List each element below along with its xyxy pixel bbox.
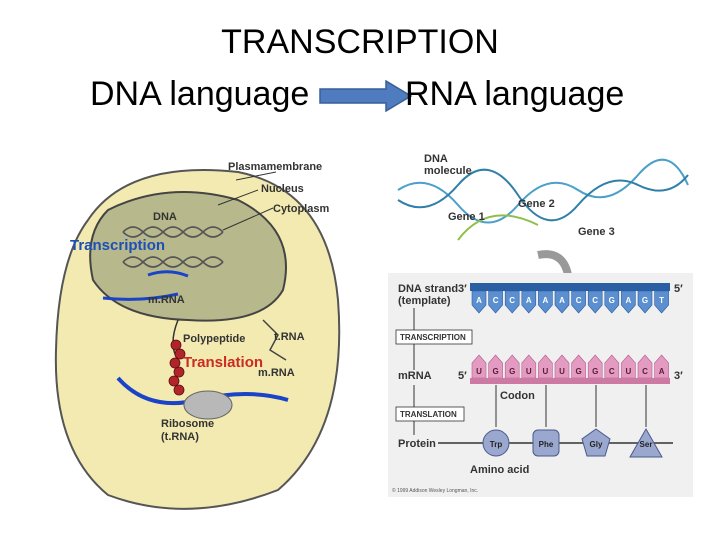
dna-base-letter: C <box>592 296 599 305</box>
dna-base-letter: A <box>625 296 632 305</box>
dna-molecule-label-2: molecule <box>424 165 472 177</box>
transcription-label: Transcription <box>70 237 166 254</box>
mrna-label: mRNA <box>398 370 432 382</box>
dna-template-label: (template) <box>398 295 451 307</box>
cytoplasm-label: Cytoplasm <box>273 203 330 215</box>
dna-label: DNA <box>153 211 177 223</box>
mrna-base-letter: G <box>592 367 599 376</box>
mrna-base-letter: G <box>575 367 582 376</box>
ribosome-shape <box>184 391 232 419</box>
gene1-label: Gene 1 <box>448 211 485 223</box>
transcription-box-label: TRANSCRIPTION <box>400 333 466 342</box>
dna-base-letter: A <box>476 296 482 305</box>
dna-base-letter: G <box>608 296 615 305</box>
amino-acid-name: Ser <box>639 440 653 449</box>
dna-base-letter: A <box>542 296 549 305</box>
trna-label: t.RNA <box>274 331 305 343</box>
protein-label: Protein <box>398 438 436 450</box>
slide-title: TRANSCRIPTION <box>221 23 499 61</box>
mrna-base-letter: C <box>608 367 615 376</box>
right-arrow-icon <box>318 80 413 112</box>
ribosome-trna-label: (t.RNA) <box>161 431 199 443</box>
dna-base-letter: C <box>509 296 516 305</box>
dna-base-letter: T <box>659 296 665 305</box>
prime5-top: 5′ <box>674 283 683 295</box>
nucleus-label: Nucleus <box>261 183 304 195</box>
gene2-label: Gene 2 <box>518 198 555 210</box>
prime3-top: 3′ <box>458 283 467 295</box>
mrna-base-letter: C <box>642 367 648 376</box>
gene-diagram <box>388 145 693 497</box>
mrna-base-letter: U <box>559 367 565 376</box>
mrna-base-letter: A <box>658 367 665 376</box>
codon-label: Codon <box>500 390 535 402</box>
nucleus-shape <box>90 192 286 321</box>
dna-molecule-label: DNA <box>424 153 448 165</box>
gene3-label: Gene 3 <box>578 226 615 238</box>
mrna-base-letter: G <box>492 367 499 376</box>
prime5-mid: 5′ <box>458 370 467 382</box>
dna-base-letter: G <box>641 296 649 305</box>
prime3-mid: 3′ <box>674 370 683 382</box>
mrna-base-letter: U <box>525 367 532 376</box>
translation-label: Translation <box>183 354 264 371</box>
dna-base-letter: C <box>575 296 582 305</box>
dna-base-letter: A <box>559 296 565 305</box>
amino-acid-label: Amino acid <box>470 464 530 476</box>
mrna-nucleus-label: m.RNA <box>148 294 185 306</box>
amino-acid-name: Phe <box>538 440 554 449</box>
mrna-base-letter: U <box>476 367 482 376</box>
ribosome-label: Ribosome <box>161 418 215 430</box>
cell-diagram <box>48 150 348 518</box>
dna-strand-label: DNA strand <box>398 283 459 295</box>
mrna-base-letter: G <box>509 367 516 376</box>
mrna-base-letter: U <box>625 367 632 376</box>
dna-base-letter: A <box>525 296 532 305</box>
dna-base-letter: C <box>492 296 499 305</box>
subtitle-rna-language: RNA language <box>405 75 625 113</box>
plasma-membrane-label: Plasmamembrane <box>228 161 323 173</box>
translation-box-label: TRANSLATION <box>400 410 457 419</box>
subtitle-dna-language: DNA language <box>90 75 310 113</box>
copyright-text: © 1999 Addison Wesley Longman, Inc. <box>392 488 479 494</box>
amino-acid-name: Trp <box>489 440 503 449</box>
polypeptide-label: Polypeptide <box>183 333 246 345</box>
mrna-base-letter: U <box>542 367 549 376</box>
amino-acid-name: Gly <box>589 440 603 449</box>
mrna-cytoplasm-label: m.RNA <box>258 367 295 379</box>
